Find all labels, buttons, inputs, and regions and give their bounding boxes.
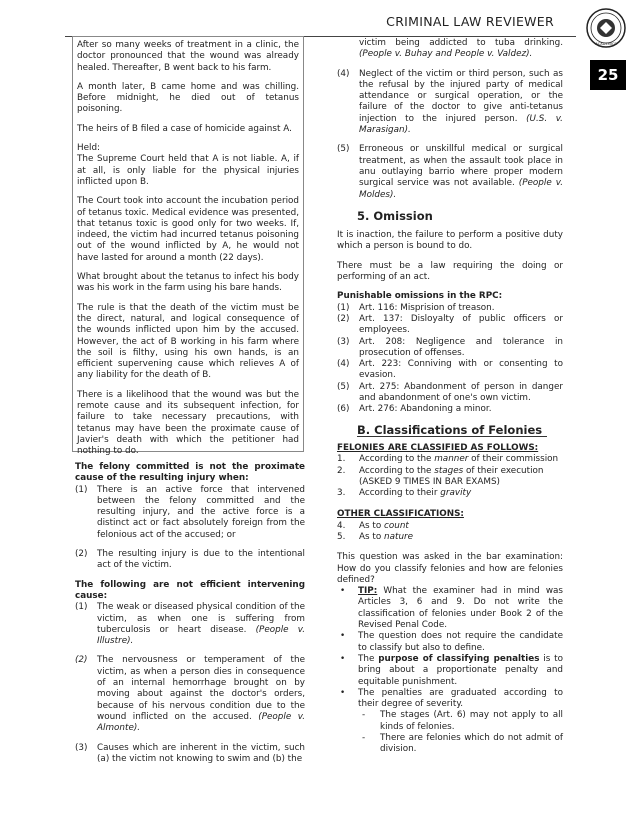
seal-text: ACADEMICS	[595, 42, 617, 46]
list-item: (3) Art. 208: Negligence and tolerance in prosecution of offenses.	[337, 336, 563, 358]
proximate-cause-list	[75, 485, 305, 572]
list-item: victim being addicted to tuba drinking. (People v. Buhay and People v. Valdez).	[359, 38, 563, 60]
list-item: (5) Erroneous or unskillful medical or surgical treatment, as when the assault took place in anu outlaying barrio where proper modern surgical service was not available. (People v. Moldes).	[337, 144, 563, 200]
bar-question: This question was asked in the bar examination: How do you classify felonies and how are felonies defined?	[337, 552, 563, 585]
box-paragraph: The rule is that the death of the victim must be the direct, natural, and logical consequence of the wounds inflicted upon him by the accused. However, the act of B working in his farm where the soil is filthy, using his own hands, is an efficient supervening cause which relieves A of any liability for the death of B.	[77, 302, 299, 381]
other-classification-list	[337, 521, 563, 544]
list-item: (3) Causes which are inherent in the victim, such (a) the victim not knowing to swim and (b) the	[75, 742, 305, 764]
box-paragraph: A month later, B came home and was chilling. Before midnight, he died out of tetanus poisoning.	[77, 81, 299, 115]
sub-list-item: - The stages (Art. 6) may not apply to all kinds of felonies.	[362, 710, 563, 732]
list-item: • The purpose of classifying penalties is to bring about a proportionate penalty and equitable punishment.	[340, 653, 563, 687]
punishable-omissions-list	[337, 303, 563, 416]
sub-list	[358, 710, 563, 755]
list-item: (1) The weak or diseased physical condition of the victim, as when one is suffering from tuberculosis or heart disease. (People v. Illustre).	[75, 602, 305, 647]
box-paragraph: What brought about the tetanus to infect his body was his work in the farm using his bare hands.	[77, 272, 299, 294]
list-item: (4) Neglect of the victim or third person, such as the refusal by the injured party of medical attendance or surgical operation, or the failure of the doctor to give anti-tetanus injection to the injured person. (U.S. v. Marasigan).	[337, 68, 563, 136]
sub-list-item: - There are felonies which do not admit of division.	[362, 733, 563, 755]
list-item: • The penalties are graduated according to their degree of severity. - The stages (Art. 6) may not apply to all kinds of felonies. - There are felonies which do not admit of division.	[340, 687, 563, 755]
box-paragraph: The Court took into account the incubation period of tetanus toxic. Medical evidence was presented, that tetanus toxic is good only for two weeks. If, indeed, the victim had incurred tetanus poisoning out of the wound inflicted by A, he would not have lasted for around a month (22 days).	[77, 196, 299, 263]
held-label: Held:	[77, 143, 101, 154]
omission-requirement: There must be a law requiring the doing or performing of an act.	[337, 260, 563, 283]
punishable-omissions-heading: Punishable omissions in the RPC:	[337, 291, 503, 302]
section-omission-heading: 5. Omission	[357, 208, 433, 223]
running-header-title: CRIMINAL LAW REVIEWER	[386, 14, 554, 29]
case-box	[72, 36, 304, 457]
list-item: (2) The resulting injury is due to the intentional act of the victim.	[75, 549, 305, 571]
list-item: (4) Art. 223: Conniving with or consenting to evasion.	[337, 359, 563, 381]
list-item: • TIP: What the examiner had in mind was Articles 3, 6 and 9. Do not write the classification of felonies under Book 2 of the Revised Penal Code.	[340, 586, 563, 631]
intervening-cause-list	[75, 602, 305, 765]
right-column	[337, 38, 563, 756]
felonies-classified-heading: FELONIES ARE CLASSIFIED AS FOLLOWS:	[337, 442, 539, 453]
list-item: 2. According to the stages of their execution (ASKED 9 TIMES IN BAR EXAMS)	[337, 465, 544, 487]
intervening-cause-heading: The following are not efficient intervening cause:	[75, 579, 305, 601]
list-item: 3. According to their gravity	[337, 488, 472, 499]
list-item: (1) Art. 116: Misprision of treason.	[337, 302, 495, 313]
section-b-heading: B. Classifications of Felonies	[357, 422, 543, 437]
section-b-underline	[357, 422, 547, 437]
list-item: 5. As to nature	[337, 531, 414, 542]
tips-list	[337, 586, 563, 755]
list-item: 4. As to count	[337, 520, 409, 531]
box-paragraph: The Supreme Court held that A is not liable. A, if at all, is only liable for the physical injuries inflicted upon B.	[77, 154, 299, 187]
left-column	[75, 462, 305, 765]
list-item: 1. According to the manner of their commission	[337, 454, 559, 465]
list-item: (1) There is an active force that intervened between the felony committed and the resulting injury, and the active force is a distinct act or fact absolutely foreign from the felonious act of the accused; or	[75, 484, 305, 540]
intervening-cause-list-continued	[337, 38, 563, 201]
omission-definition: It is inaction, the failure to perform a positive duty which a person is bound to do.	[337, 230, 563, 252]
list-item: (6) Art. 276: Abandoning a minor.	[337, 404, 492, 415]
list-item: • The question does not require the candidate to classify but also to define.	[340, 631, 563, 653]
proximate-cause-heading: The felony committed is not the proximate cause of the resulting injury when:	[75, 462, 305, 484]
box-paragraph: There is a likelihood that the wound was but the remote cause and its subsequent infection, for failure to take necessary precautions, with tetanus may have been the proximate cause of Javier's death with which the petitioner had nothing to do.	[77, 389, 299, 457]
list-item: (2) The nervousness or temperament of the victim, as when a person dies in consequence of an internal hemorrhage brought on by moving about against the doctor's orders, because of his nervous condition due to the wound inflicted on the accused. (People v. Almonte).	[75, 655, 305, 734]
page-number: 25	[590, 60, 626, 90]
box-paragraph: The heirs of B filed a case of homicide against A.	[77, 123, 292, 134]
box-paragraph: After so many weeks of treatment in a clinic, the doctor pronounced that the wound was already healed. Thereafter, B went back to his farm.	[77, 40, 299, 73]
seal-icon	[586, 8, 626, 48]
other-classifications-heading: OTHER CLASSIFICATIONS:	[337, 509, 464, 520]
felony-classification-list	[337, 454, 563, 499]
list-item: (5) Art. 275: Abandonment of person in danger and abandonment of one's own victim.	[337, 381, 563, 404]
list-item: (2) Art. 137: Disloyalty of public officers or employees.	[337, 313, 563, 336]
